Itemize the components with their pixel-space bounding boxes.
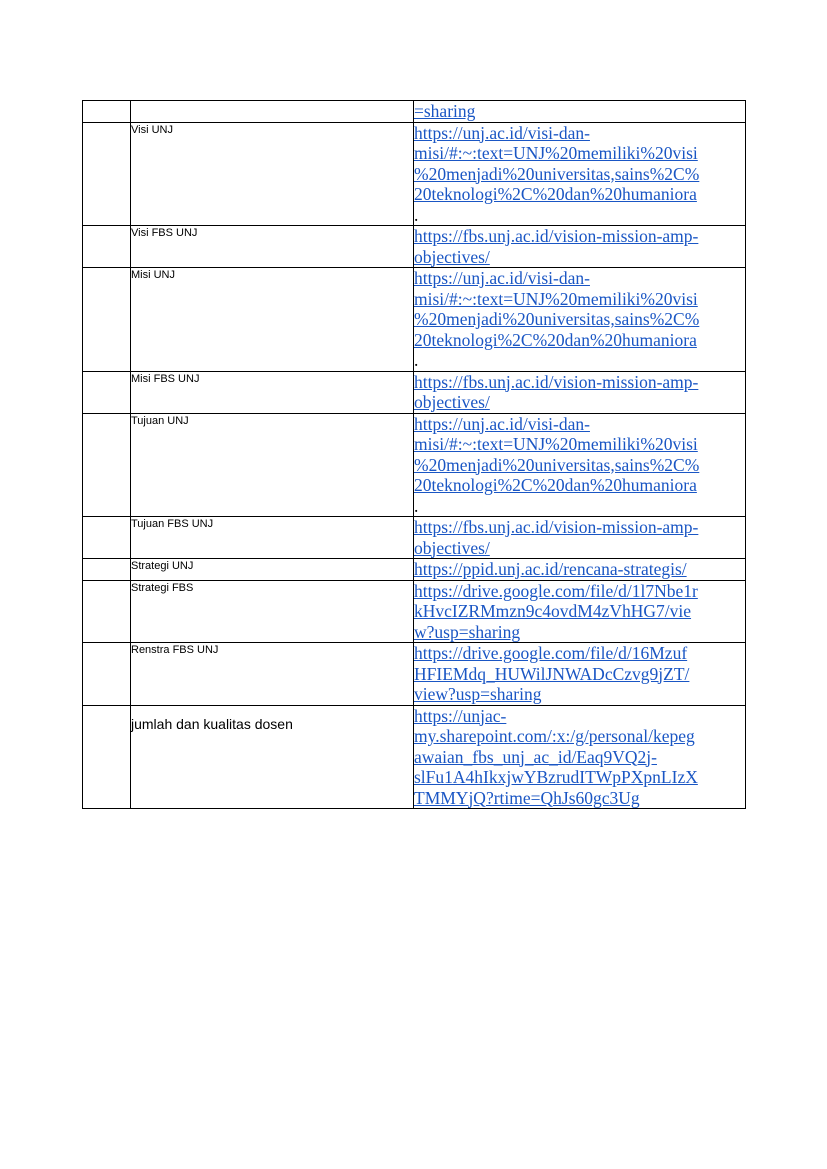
row-number-cell bbox=[83, 122, 131, 226]
row-link-cell bbox=[414, 559, 746, 581]
row-label: Renstra FBS UNJ bbox=[131, 643, 414, 706]
link-line: https://fbs.unj.ac.id/vision-mission-amp- bbox=[414, 371, 699, 392]
link-line: objectives/ bbox=[414, 246, 490, 267]
trailing-period: . bbox=[414, 204, 419, 225]
link-line: w?usp=sharing bbox=[414, 621, 521, 642]
row-link-cell bbox=[414, 413, 746, 517]
table-row bbox=[83, 643, 746, 706]
trailing-period: . bbox=[414, 350, 419, 370]
row-link[interactable] bbox=[414, 372, 698, 413]
row-link-cell bbox=[414, 371, 746, 413]
link-line: objectives/ bbox=[414, 392, 490, 412]
link-line: TMMYjQ?rtime=QhJs60gc3Ug bbox=[414, 787, 640, 808]
row-link-cell bbox=[414, 705, 746, 809]
link-line: kHvcIZRMmzn9c4ovdM4zVhHG7/vie bbox=[414, 601, 692, 621]
link-line: https://ppid.unj.ac.id/rencana-strategis/ bbox=[414, 559, 687, 579]
table-row bbox=[83, 517, 746, 559]
row-link[interactable] bbox=[414, 226, 698, 267]
link-line: awaian_fbs_unj_ac_id/Eaq9VQ2j- bbox=[414, 746, 657, 767]
link-line: my.sharepoint.com/:x:/g/personal/kepeg bbox=[414, 726, 695, 746]
link-line: https://drive.google.com/file/d/16Mzuf bbox=[414, 643, 688, 663]
row-number-cell bbox=[83, 413, 131, 517]
row-link[interactable] bbox=[414, 581, 698, 642]
row-link-cell bbox=[414, 643, 746, 706]
row-link[interactable] bbox=[414, 643, 689, 704]
row-link-cell bbox=[414, 580, 746, 643]
link-line: =sharing bbox=[414, 101, 476, 121]
table-row bbox=[83, 705, 746, 809]
link-line: %20menjadi%20universitas,sains%2C% bbox=[414, 163, 700, 184]
row-label: Tujuan UNJ bbox=[131, 413, 414, 517]
row-link-cell bbox=[414, 268, 746, 372]
row-link-cell bbox=[414, 226, 746, 268]
link-line: %20menjadi%20universitas,sains%2C% bbox=[414, 309, 700, 329]
link-line: https://unjac- bbox=[414, 705, 507, 726]
links-table bbox=[82, 100, 746, 809]
row-link-cell bbox=[414, 101, 746, 123]
table-row bbox=[83, 413, 746, 517]
row-number-cell bbox=[83, 371, 131, 413]
table-row bbox=[83, 559, 746, 581]
row-label: Strategi UNJ bbox=[131, 559, 414, 581]
row-link[interactable] bbox=[414, 706, 698, 808]
trailing-period: . bbox=[414, 495, 419, 516]
row-number-cell bbox=[83, 559, 131, 581]
link-line: https://unj.ac.id/visi-dan- bbox=[414, 268, 590, 288]
link-line: https://drive.google.com/file/d/1l7Nbe1r bbox=[414, 580, 698, 601]
link-line: https://unj.ac.id/visi-dan- bbox=[414, 413, 590, 434]
row-link[interactable] bbox=[414, 123, 699, 205]
link-line: misi/#:~:text=UNJ%20memiliki%20visi bbox=[414, 288, 698, 309]
row-label: jumlah dan kualitas dosen bbox=[131, 705, 414, 809]
link-line: misi/#:~:text=UNJ%20memiliki%20visi bbox=[414, 434, 698, 454]
link-line: 20teknologi%2C%20dan%20humaniora bbox=[414, 475, 697, 495]
row-label: Strategi FBS bbox=[131, 580, 414, 643]
link-line: %20menjadi%20universitas,sains%2C% bbox=[414, 454, 700, 475]
link-line: https://unj.ac.id/visi-dan- bbox=[414, 122, 590, 143]
table-row bbox=[83, 371, 746, 413]
row-number-cell bbox=[83, 226, 131, 268]
link-line: slFu1A4hIkxjwYBzrudITWpPXpnLIzX bbox=[414, 767, 698, 787]
row-label: Misi UNJ bbox=[131, 268, 414, 372]
table-row bbox=[83, 580, 746, 643]
table-row bbox=[83, 101, 746, 123]
row-label: Misi FBS UNJ bbox=[131, 371, 414, 413]
link-line: objectives/ bbox=[414, 537, 490, 558]
row-link-cell bbox=[414, 122, 746, 226]
row-label bbox=[131, 101, 414, 123]
row-number-cell bbox=[83, 517, 131, 559]
row-number-cell bbox=[83, 268, 131, 372]
row-label: Visi UNJ bbox=[131, 122, 414, 226]
link-line: https://fbs.unj.ac.id/vision-mission-amp- bbox=[414, 517, 699, 537]
link-line: 20teknologi%2C%20dan%20humaniora bbox=[414, 329, 697, 350]
row-label: Tujuan FBS UNJ bbox=[131, 517, 414, 559]
link-line: HFIEMdq_HUWilJNWADcCzvg9jZT/ bbox=[414, 663, 690, 684]
link-line: view?usp=sharing bbox=[414, 684, 542, 704]
row-label: Visi FBS UNJ bbox=[131, 226, 414, 268]
row-number-cell bbox=[83, 580, 131, 643]
row-number-cell bbox=[83, 705, 131, 809]
row-link[interactable] bbox=[414, 101, 475, 121]
row-number-cell bbox=[83, 643, 131, 706]
link-line: https://fbs.unj.ac.id/vision-mission-amp- bbox=[414, 226, 699, 246]
row-link[interactable] bbox=[414, 268, 699, 350]
row-link[interactable] bbox=[414, 517, 698, 558]
link-line: misi/#:~:text=UNJ%20memiliki%20visi bbox=[414, 143, 698, 163]
table-row bbox=[83, 268, 746, 372]
table-row bbox=[83, 122, 746, 226]
row-link[interactable] bbox=[414, 559, 687, 579]
row-link[interactable] bbox=[414, 414, 699, 496]
row-link-cell bbox=[414, 517, 746, 559]
link-line: 20teknologi%2C%20dan%20humaniora bbox=[414, 184, 697, 204]
table-row bbox=[83, 226, 746, 268]
row-number-cell bbox=[83, 101, 131, 123]
